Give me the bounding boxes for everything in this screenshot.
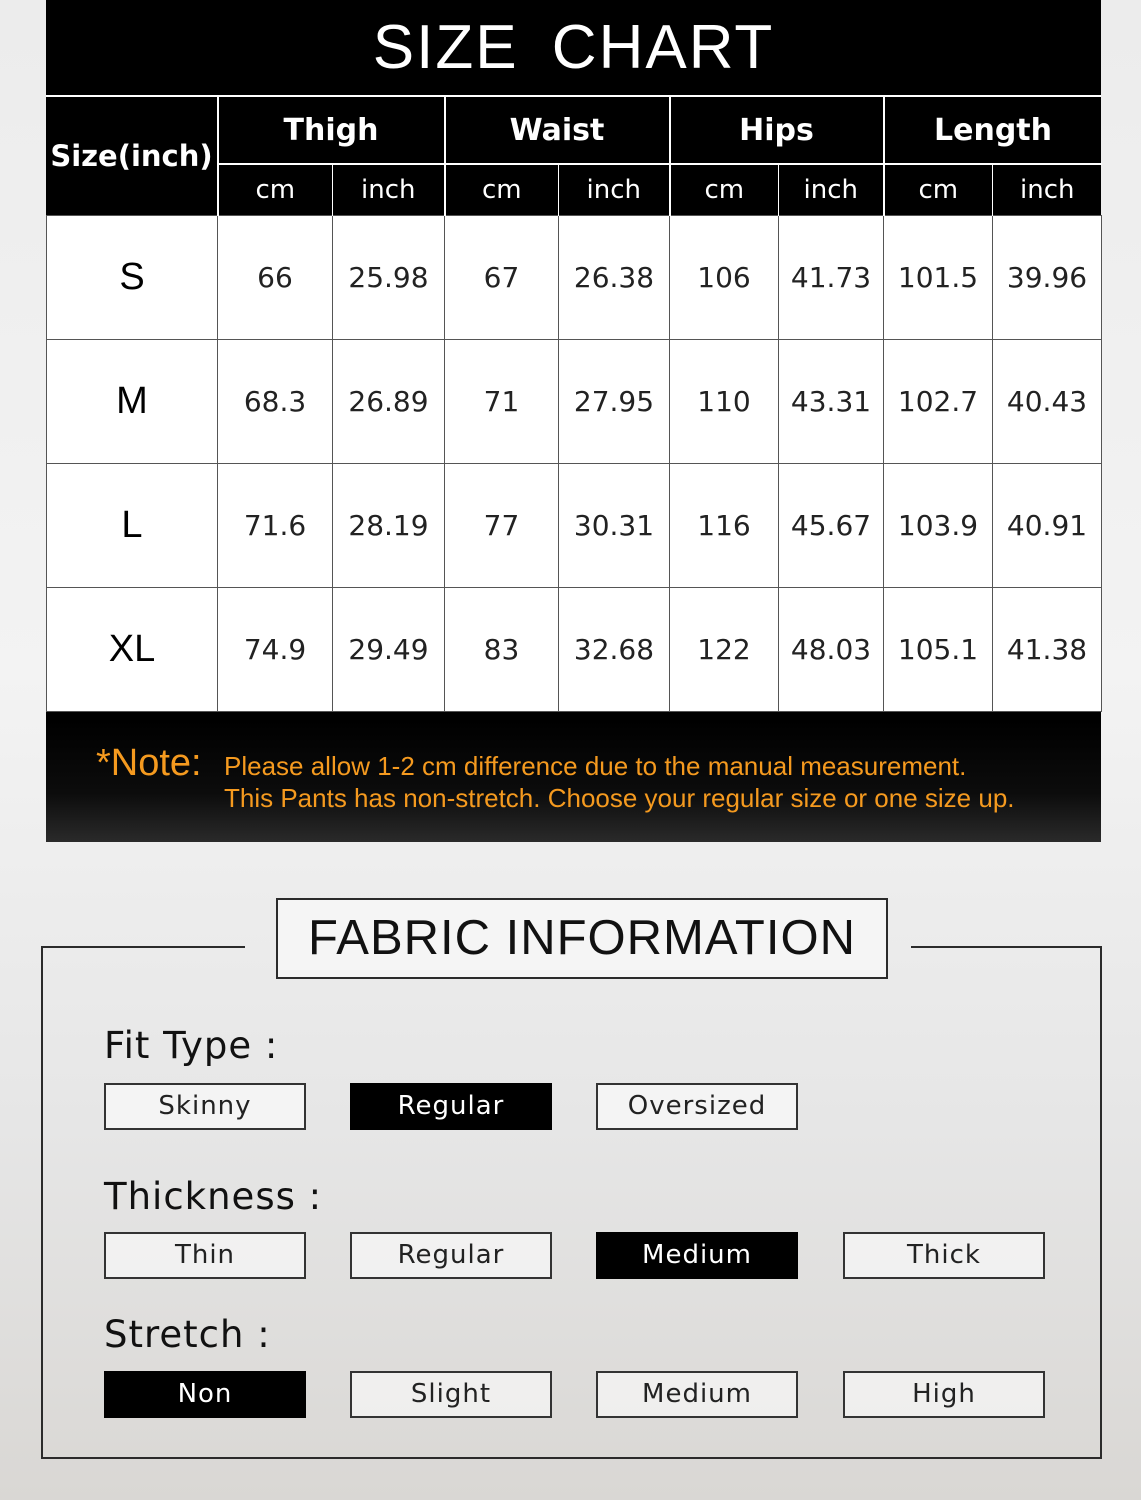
unit-header: cm (218, 164, 333, 216)
unit-header: cm (670, 164, 779, 216)
size-row (47, 588, 1102, 712)
attribute-option: Regular (350, 1232, 552, 1279)
measurement-cell: 30.31 (559, 464, 670, 588)
attribute-option: Regular (350, 1083, 552, 1130)
measurement-cell: 40.91 (993, 464, 1102, 588)
frame-top-rule (911, 946, 1102, 948)
measurement-cell: 71.6 (218, 464, 333, 588)
unit-header: inch (559, 164, 670, 216)
measurement-cell: 26.38 (559, 216, 670, 340)
frame-top-rule (41, 946, 245, 948)
measurement-cell: 77 (445, 464, 559, 588)
group-header-hips: Hips (670, 97, 884, 164)
measurement-cell: 48.03 (779, 588, 884, 712)
measurement-cell: 106 (670, 216, 779, 340)
size-row (47, 216, 1102, 340)
unit-header: inch (993, 164, 1102, 216)
measurement-cell: 71 (445, 340, 559, 464)
measurement-cell: 68.3 (218, 340, 333, 464)
attribute-option: Skinny (104, 1083, 306, 1130)
group-header-length: Length (884, 97, 1102, 164)
size-cell: S (47, 216, 218, 340)
measurement-cell: 66 (218, 216, 333, 340)
measurement-cell: 41.38 (993, 588, 1102, 712)
measurement-cell: 110 (670, 340, 779, 464)
measurement-cell: 40.43 (993, 340, 1102, 464)
measurement-cell: 26.89 (333, 340, 445, 464)
note-label: *Note: (96, 742, 202, 784)
measurement-cell: 32.68 (559, 588, 670, 712)
size-cell: M (47, 340, 218, 464)
attribute-option: Slight (350, 1371, 552, 1418)
unit-header: cm (884, 164, 993, 216)
note-line: Please allow 1-2 cm difference due to the manual measurement. (224, 751, 967, 781)
attribute-label: Stretch : (104, 1313, 271, 1356)
size-chart-title: SIZE CHART (372, 13, 775, 82)
fabric-info-title: FABRIC INFORMATION (276, 898, 888, 979)
measurement-cell: 101.5 (884, 216, 993, 340)
measurement-cell: 39.96 (993, 216, 1102, 340)
attribute-label: Fit Type : (104, 1024, 279, 1067)
measurement-cell: 25.98 (333, 216, 445, 340)
size-row (47, 340, 1102, 464)
size-table (46, 97, 1102, 712)
attribute-option: Thin (104, 1232, 306, 1279)
attribute-option: Non (104, 1371, 306, 1418)
size-chart (46, 0, 1101, 842)
measurement-cell: 43.31 (779, 340, 884, 464)
size-cell: L (47, 464, 218, 588)
size-table-body (47, 216, 1102, 712)
size-row (47, 464, 1102, 588)
measurement-cell: 105.1 (884, 588, 993, 712)
measurement-cell: 67 (445, 216, 559, 340)
attribute-option: Thick (843, 1232, 1045, 1279)
measurement-cell: 45.67 (779, 464, 884, 588)
attribute-label: Thickness : (104, 1175, 323, 1218)
size-column-header: Size(inch) (50, 139, 213, 173)
measurement-cell: 28.19 (333, 464, 445, 588)
attribute-option: Medium (596, 1371, 798, 1418)
measurement-cell: 27.95 (559, 340, 670, 464)
group-header-row (47, 97, 1102, 164)
size-cell: XL (47, 588, 218, 712)
attribute-option: Medium (596, 1232, 798, 1279)
unit-header: cm (445, 164, 559, 216)
measurement-cell: 83 (445, 588, 559, 712)
measurement-cell: 29.49 (333, 588, 445, 712)
attribute-option: High (843, 1371, 1045, 1418)
unit-header: inch (333, 164, 445, 216)
unit-header: inch (779, 164, 884, 216)
note-block (46, 720, 1101, 842)
measurement-cell: 102.7 (884, 340, 993, 464)
group-header-waist: Waist (445, 97, 670, 164)
measurement-cell: 41.73 (779, 216, 884, 340)
group-header-thigh: Thigh (218, 97, 445, 164)
attribute-option: Oversized (596, 1083, 798, 1130)
measurement-cell: 116 (670, 464, 779, 588)
measurement-cell: 122 (670, 588, 779, 712)
measurement-cell: 74.9 (218, 588, 333, 712)
measurement-cell: 103.9 (884, 464, 993, 588)
note-line: This Pants has non-stretch. Choose your regular size or one size up. (224, 783, 1015, 813)
